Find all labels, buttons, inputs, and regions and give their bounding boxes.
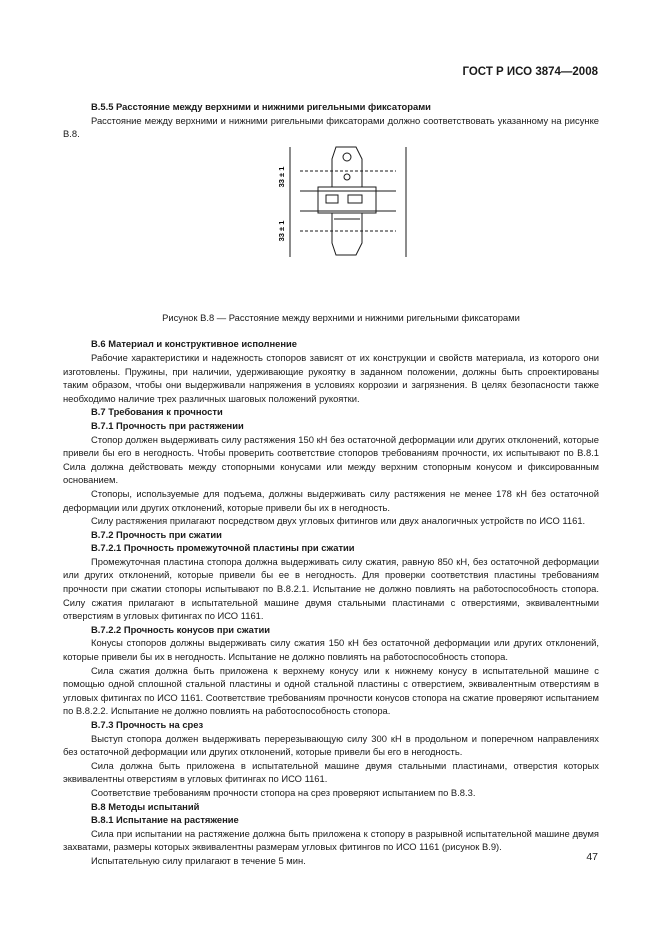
paragraph: Конусы стопоров должны выдерживать силу сжатия 150 кН без остаточной деформации или других отклонений, которые привели бы их в негодность. Испытание не должно повлиять на работоспособность стопора. <box>63 637 599 663</box>
page-content <box>63 100 599 868</box>
twistlock-drawing <box>278 147 428 259</box>
section-heading: В.7.2.2 Прочность конусов при сжатии <box>91 623 270 635</box>
section-heading: В.5.5 Расстояние между верхними и нижними ригельными фиксаторами <box>91 101 431 112</box>
section-heading: В.7.1 Прочность при растяжении <box>91 419 244 431</box>
paragraph: Сила должна быть приложена в испытательной машине двумя стальными пластинами, отверстия которых эквивалентны отверстиям в угловых фитингах по ИСО 1161. <box>63 759 599 785</box>
paragraph: Испытательную силу прилагают в течение 5 мин. <box>91 854 306 866</box>
section-heading: В.8 Методы испытаний <box>91 800 200 812</box>
paragraph: Промежуточная пластина стопора должна выдерживать силу сжатия, равную 850 кН, без остаточной деформации или других отклонений, которые привели бы ее в негодность. Для проверки соответствия пластины требованиям прочности при сжатии стопоры испытывают по В.8.2.1. Испытание не должно повлиять на работоспособность стопора. Силу сжатия прилагают в испытательной машине двумя стальными пластинами с отверстиями, эквивалентными отверстиям в угловых фитингах по ИСО 1161. <box>63 555 599 622</box>
section-heading: В.7.2.1 Прочность промежуточной пластины при сжатии <box>91 542 355 554</box>
page-number: 47 <box>586 851 598 863</box>
paragraph: Сила при испытании на растяжение должна быть приложена к стопору в разрывной испытательной машине двумя захватами, размеры которых эквивалентны размерам угловых фитингов по ИСО 1161 (рисунок В.9). <box>63 827 599 853</box>
paragraph: Силу растяжения прилагают посредством двух угловых фитингов или двух аналогичных устройств по ИСО 1161. <box>91 515 586 527</box>
section-heading: В.7.2 Прочность при сжатии <box>91 528 222 540</box>
section-heading: В.7.3 Прочность на срез <box>91 719 204 730</box>
paragraph: Стопор должен выдерживать силу растяжения 150 кН без остаточной деформации или других отклонений, которые привели бы его в негодность. Чтобы проверить соответствие стопоров требованиям прочности, их испытывают по В.8.1 Сила должна действовать между стопорными конусами или между верхним стопорным конусом и фиксированным основанием. <box>63 433 599 486</box>
section-heading: В.7 Требования к прочности <box>91 406 223 418</box>
dimension-lower-label: 33 ± 1 <box>277 220 286 242</box>
paragraph: Расстояние между верхними и нижними ригельными фиксаторами должно соответствовать указанному на рисунке В.8. <box>63 114 599 140</box>
paragraph: Выступ стопора должен выдерживать перерезывающую силу 300 кН в продольном и поперечном направлениях без остаточной деформации или других отклонений, которые привели бы его в негодность. <box>63 732 599 758</box>
dimension-upper-label: 33 ± 1 <box>277 166 286 188</box>
paragraph: Сила сжатия должна быть приложена к верхнему конусу или к нижнему конусу в испытательной машине с помощью одной сплошной стальной пластины и одной стальной пластины с отверстием, эквивалентным отверстиям в угловых фитингах по ИСО 1161. Соответствие требованиям прочности конусов стопора на сжатие проверяют испытанием по В.8.2.2. Испытание не должно повлиять на работоспособность стопора. <box>63 664 599 717</box>
section-heading: В.6 Материал и конструктивное исполнение <box>91 338 297 350</box>
figure-caption: Рисунок В.8 — Расстояние между верхними и нижними ригельными фиксаторами <box>162 311 520 323</box>
figure-b8 <box>63 141 599 311</box>
standard-header: ГОСТ Р ИСО 3874—2008 <box>462 66 598 78</box>
paragraph: Соответствие требованиям прочности стопора на срез проверяют испытанием по В.8.3. <box>91 786 476 798</box>
paragraph: Рабочие характеристики и надежность стопоров зависят от их конструкции и свойств материала, из которого они изготовлены. Пружины, при наличии, удерживающие рукоятку в заданном положении, должны быть спроектированы таким образом, чтобы они выдерживали напряжения в условиях коррозии и загрязнения. В целях безопасности также необходимо наличие трех различных шаговых положений рукоятки. <box>63 351 599 404</box>
paragraph: Стопоры, используемые для подъема, должны выдерживать силу растяжения не менее 178 кН без остаточной деформации или других отклонений, которые привели бы их в негодность. <box>63 487 599 513</box>
section-heading: В.8.1 Испытание на растяжение <box>91 814 239 826</box>
